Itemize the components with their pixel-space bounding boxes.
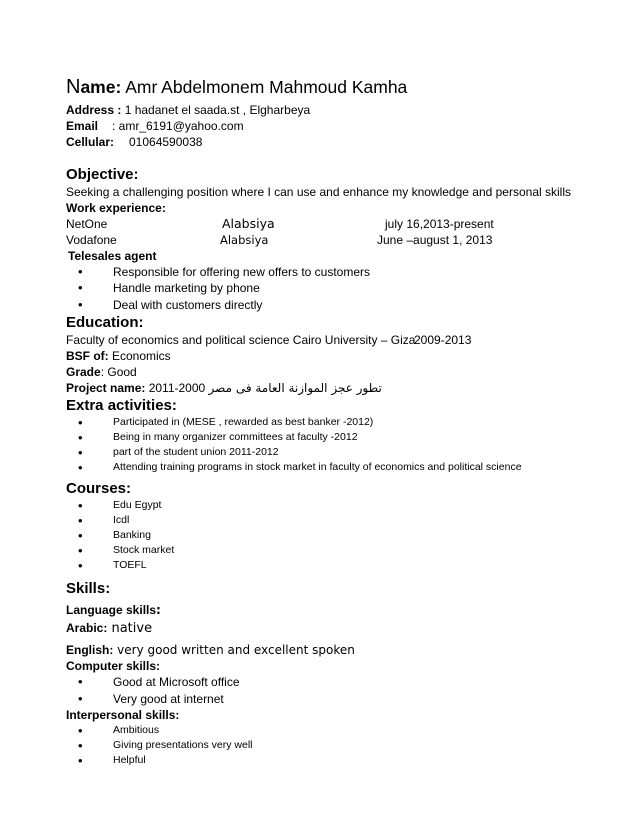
list-item: • Being in many organizer committees at faculty -2012	[66, 430, 586, 445]
arabic-line	[66, 620, 586, 639]
name-label: ame:	[80, 77, 122, 97]
computer-skills-list	[66, 674, 586, 707]
cellular-label: Cellular:	[66, 135, 115, 149]
list-item: • Attending training programs in stock market in faculty of economics and political science	[66, 460, 586, 475]
bsf-value: Economics	[108, 349, 171, 364]
objective-heading: Objective:	[66, 166, 139, 183]
extra-activities-heading: Extra activities:	[66, 397, 177, 415]
list-item: • part of the student union 2011-2012	[66, 445, 586, 460]
email-line	[66, 118, 586, 134]
work-dates: july 16,2013-present	[385, 217, 494, 231]
list-item: • Stock market	[66, 543, 586, 558]
list-item: • Giving presentations very well	[66, 738, 586, 753]
address-line	[66, 102, 586, 118]
education-faculty-row	[66, 332, 586, 348]
education-faculty: Faculty of economics and political science Cairo University – Giza	[66, 333, 416, 348]
arabic-label: Arabic:	[66, 621, 108, 636]
list-item: • Participated in (MESE , rewarded as best banker -2012)	[66, 415, 586, 430]
list-item: • Deal with customers directly	[66, 297, 586, 313]
grade-line	[66, 364, 586, 380]
interpersonal-skills-heading: Interpersonal skills:	[66, 708, 180, 723]
bsf-label: BSF of:	[66, 349, 109, 364]
grade-value: : Good	[100, 365, 137, 380]
extra-activities-list	[66, 415, 586, 475]
english-line	[66, 642, 586, 658]
list-item: • Good at Microsoft office	[66, 674, 586, 690]
education-heading: Education:	[66, 314, 144, 332]
resume-page	[66, 76, 586, 768]
english-value: very good written and excellent spoken	[113, 643, 355, 658]
bsf-line	[66, 348, 586, 364]
courses-heading: Courses:	[66, 480, 132, 498]
project-years: 2011-2000	[145, 381, 206, 396]
list-item: • Responsible for offering new offers to customers	[66, 264, 586, 280]
language-skills-colon: :	[156, 603, 161, 618]
work-company: NetOne	[66, 217, 108, 231]
work-location: Alabsiya	[220, 233, 269, 247]
education-years: 2009-2013	[414, 333, 472, 348]
english-label: English:	[66, 643, 114, 658]
work-dates: June –august 1, 2013	[377, 233, 493, 247]
address-value: 1 hadanet el saada.st , Elgharbeya	[121, 103, 311, 117]
list-item: • Edu Egypt	[66, 498, 586, 513]
list-item: • Handle marketing by phone	[66, 280, 586, 296]
interpersonal-skills-list	[66, 723, 586, 768]
project-label: Project name:	[66, 381, 146, 396]
cellular-line	[66, 134, 586, 150]
language-skills-heading	[66, 602, 586, 618]
list-item: • Banking	[66, 528, 586, 543]
work-row	[66, 232, 586, 248]
name-value: Amr Abdelmonem Mahmoud Kamha	[121, 77, 408, 97]
list-item: • Ambitious	[66, 723, 586, 738]
work-location: Alabsiya	[222, 216, 275, 231]
cellular-value: 01064590038	[129, 135, 203, 149]
project-title: تطور عجز الموازنة العامة فى مصر	[208, 381, 382, 396]
list-item: • Very good at internet	[66, 691, 586, 707]
work-company: Vodafone	[66, 233, 117, 247]
work-experience-heading: Work experience:	[66, 201, 166, 215]
arabic-value: native	[107, 621, 153, 637]
email-value: : amr_6191@yahoo.com	[112, 119, 244, 133]
email-label: Email	[66, 119, 99, 133]
skills-heading: Skills:	[66, 580, 111, 598]
grade-label: Grade	[66, 365, 101, 380]
list-item: • TOEFL	[66, 558, 586, 573]
work-row	[66, 216, 586, 232]
list-item: • Helpful	[66, 753, 586, 768]
name-label-initial: N	[66, 76, 81, 98]
language-skills-label: Language skills	[66, 603, 157, 618]
courses-list	[66, 498, 586, 573]
list-item: • Icdl	[66, 513, 586, 528]
name-line	[66, 76, 586, 100]
project-line	[66, 380, 586, 396]
work-duties-list	[66, 264, 586, 313]
address-label: Address :	[66, 103, 122, 117]
objective-text: Seeking a challenging position where I can use and enhance my knowledge and personal skills	[66, 185, 571, 199]
computer-skills-heading: Computer skills:	[66, 659, 161, 674]
work-role: Telesales agent	[68, 249, 157, 263]
